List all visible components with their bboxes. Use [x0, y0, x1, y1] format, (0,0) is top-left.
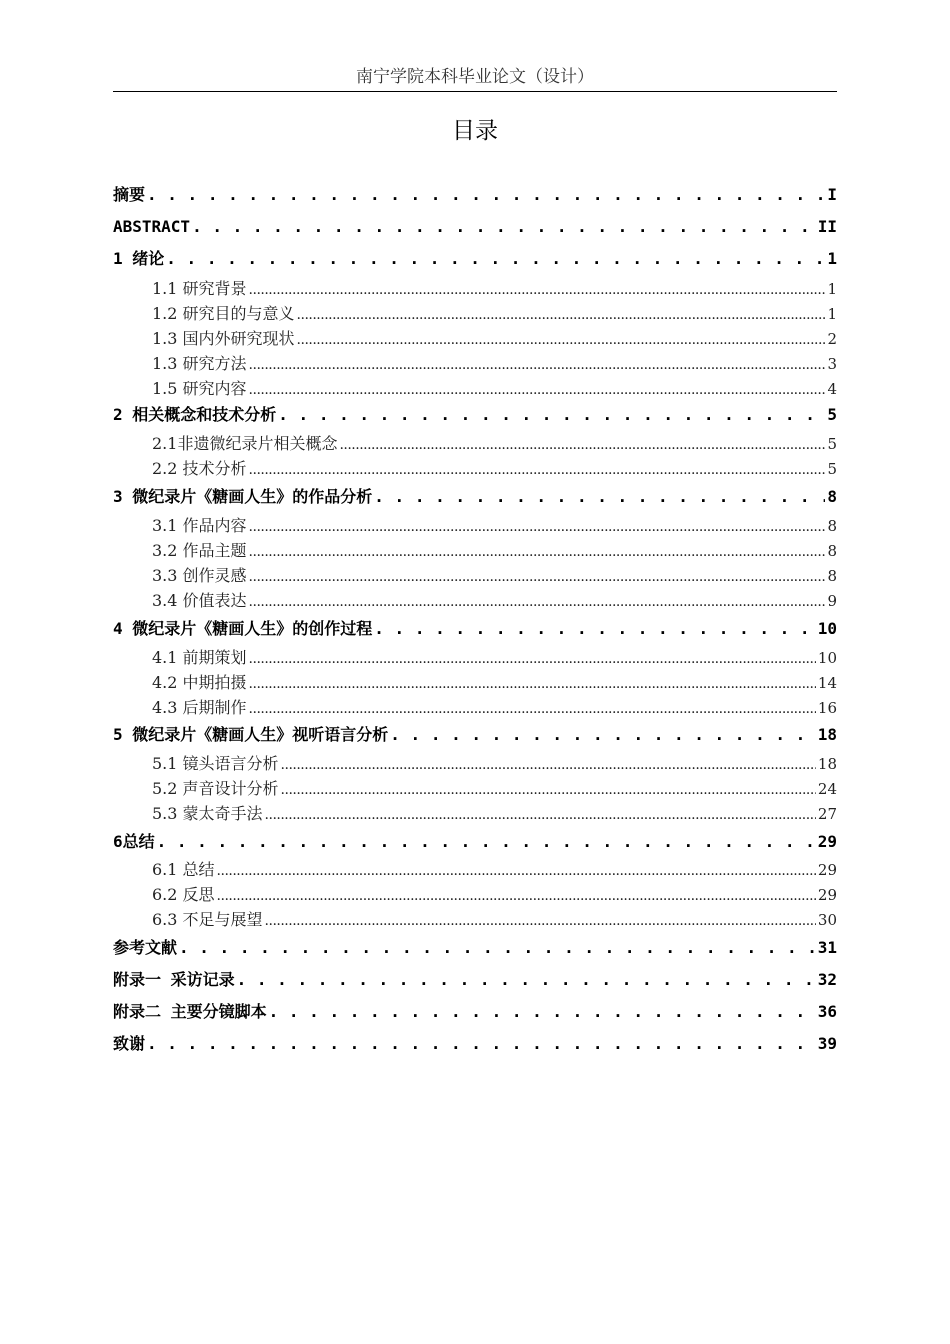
- toc-entry-label: 1.2 研究目的与意义: [152, 304, 295, 323]
- toc-entry-label: 1.5 研究内容: [152, 379, 247, 398]
- dot-leader: [281, 777, 816, 802]
- toc-entry-page-number: 14: [817, 674, 837, 692]
- toc-entry-page-number: 16: [817, 699, 837, 717]
- toc-entry-label: 5.3 蒙太奇手法: [152, 804, 263, 823]
- toc-entry-page-number: 2: [827, 330, 837, 348]
- toc-entry-page-number: II: [817, 217, 837, 236]
- toc-entry[interactable]: [113, 617, 837, 641]
- toc-entry[interactable]: [113, 858, 837, 883]
- dot-leader: [249, 589, 826, 614]
- toc-entry-page-number: 31: [817, 938, 837, 957]
- toc-entry-label: 2.1非遗微纪录片相关概念: [152, 434, 338, 453]
- toc-entry[interactable]: [113, 777, 837, 802]
- dot-leader: [374, 485, 825, 509]
- toc-entry-label: 5 微纪录片《糖画人生》视听语言分析: [113, 725, 389, 744]
- toc-entry-page-number: 5: [827, 460, 837, 478]
- dot-leader: [249, 277, 826, 302]
- toc-entry[interactable]: [113, 377, 837, 402]
- toc-entry-label: 6总结: [113, 832, 155, 851]
- toc-entry-label: 3.4 价值表达: [152, 591, 247, 610]
- dot-leader: [265, 908, 816, 933]
- toc-entry[interactable]: [113, 247, 837, 271]
- dot-leader: [265, 802, 816, 827]
- toc-entry[interactable]: [113, 327, 837, 352]
- dot-leader: [147, 1032, 816, 1056]
- toc-entry-page-number: 29: [817, 861, 837, 879]
- toc-entry[interactable]: [113, 215, 837, 239]
- toc-entry-label: 6.2 反思: [152, 885, 215, 904]
- toc-entry-page-number: I: [827, 185, 837, 204]
- toc-entry[interactable]: [113, 908, 837, 933]
- dot-leader: [374, 617, 815, 641]
- toc-entry[interactable]: [113, 302, 837, 327]
- toc-entry-page-number: 5: [827, 435, 837, 453]
- dot-leader: [249, 671, 816, 696]
- toc-entry[interactable]: [113, 183, 837, 207]
- toc-entry-page-number: 3: [827, 355, 837, 373]
- toc-entry-label: 4 微纪录片《糖画人生》的创作过程: [113, 619, 373, 638]
- toc-entry[interactable]: [113, 403, 837, 427]
- dot-leader: [297, 327, 826, 352]
- toc-entry-label: 3 微纪录片《糖画人生》的作品分析: [113, 487, 373, 506]
- toc-entry-page-number: 29: [817, 832, 837, 851]
- toc-entry[interactable]: [113, 646, 837, 671]
- dot-leader: [390, 723, 815, 747]
- toc-entry-label: 1.3 国内外研究现状: [152, 329, 295, 348]
- dot-leader: [157, 830, 816, 854]
- toc-entry[interactable]: [113, 802, 837, 827]
- dot-leader: [249, 457, 826, 482]
- toc-entry-label: ABSTRACT: [113, 217, 191, 236]
- toc-entry[interactable]: [113, 696, 837, 721]
- toc-entry-label: 致谢: [113, 1034, 146, 1053]
- toc-entry-page-number: 5: [827, 405, 837, 424]
- toc-entry[interactable]: [113, 352, 837, 377]
- toc-entry[interactable]: [113, 589, 837, 614]
- toc-entry[interactable]: [113, 752, 837, 777]
- dot-leader: [339, 432, 825, 457]
- toc-entry[interactable]: [113, 883, 837, 908]
- toc-entry-label: 1 绪论: [113, 249, 165, 268]
- dot-leader: [269, 1000, 816, 1024]
- toc-entry[interactable]: [113, 277, 837, 302]
- dot-leader: [249, 514, 826, 539]
- dot-leader: [166, 247, 825, 271]
- dot-leader: [237, 968, 816, 992]
- toc-entry-label: 附录一 采访记录: [113, 970, 235, 989]
- toc-entry-label: 3.2 作品主题: [152, 541, 247, 560]
- toc-entry[interactable]: [113, 1032, 837, 1056]
- toc-entry-label: 4.3 后期制作: [152, 698, 247, 717]
- toc-entry-label: 2.2 技术分析: [152, 459, 247, 478]
- toc-entry-label: 附录二 主要分镜脚本: [113, 1002, 267, 1021]
- dot-leader: [249, 377, 826, 402]
- dot-leader: [249, 696, 816, 721]
- toc-entry-page-number: 30: [817, 911, 837, 929]
- dot-leader: [278, 403, 825, 427]
- running-header: 南宁学院本科毕业论文（设计）: [356, 67, 594, 87]
- toc-entry-page-number: 10: [817, 649, 837, 667]
- toc-entry[interactable]: [113, 564, 837, 589]
- toc-entry-page-number: 29: [817, 886, 837, 904]
- toc-entry[interactable]: [113, 968, 837, 992]
- toc-entry[interactable]: [113, 671, 837, 696]
- toc-entry-page-number: 32: [817, 970, 837, 989]
- toc-entry-page-number: 8: [827, 567, 837, 585]
- toc-entry[interactable]: [113, 830, 837, 854]
- toc-entry-page-number: 1: [827, 249, 837, 268]
- dot-leader: [217, 883, 816, 908]
- toc-entry[interactable]: [113, 1000, 837, 1024]
- toc-entry-label: 6.1 总结: [152, 860, 215, 879]
- toc-entry[interactable]: [113, 457, 837, 482]
- toc-entry-label: 参考文献: [113, 938, 178, 957]
- toc-entry-page-number: 9: [827, 592, 837, 610]
- toc-entry-page-number: 24: [817, 780, 837, 798]
- dot-leader: [192, 215, 816, 239]
- toc-entry-page-number: 8: [827, 487, 837, 506]
- toc-entry-page-number: 4: [827, 380, 837, 398]
- toc-entry-label: 3.3 创作灵感: [152, 566, 247, 585]
- toc-entry-label: 3.1 作品内容: [152, 516, 247, 535]
- toc-entry[interactable]: [113, 514, 837, 539]
- toc-entry[interactable]: [113, 723, 837, 747]
- toc-entry-page-number: 1: [827, 280, 837, 298]
- toc-entry[interactable]: [113, 432, 837, 457]
- toc-entry-page-number: 10: [817, 619, 837, 638]
- toc-entry[interactable]: [113, 485, 837, 509]
- toc-entry-label: 1.3 研究方法: [152, 354, 247, 373]
- toc-entry[interactable]: [113, 539, 837, 564]
- dot-leader: [179, 936, 816, 960]
- dot-leader: [249, 646, 816, 671]
- toc-entry-label: 4.1 前期策划: [152, 648, 247, 667]
- toc-entry-page-number: 8: [827, 517, 837, 535]
- dot-leader: [147, 183, 825, 207]
- header-rule: [113, 91, 837, 92]
- toc-entry-label: 6.3 不足与展望: [152, 910, 263, 929]
- toc-entry-page-number: 1: [827, 305, 837, 323]
- toc-entry[interactable]: [113, 936, 837, 960]
- toc-entry-label: 5.1 镜头语言分析: [152, 754, 279, 773]
- toc-entry-page-number: 39: [817, 1034, 837, 1053]
- toc-entry-page-number: 18: [817, 755, 837, 773]
- dot-leader: [217, 858, 816, 883]
- dot-leader: [297, 302, 826, 327]
- toc-entry-label: 1.1 研究背景: [152, 279, 247, 298]
- dot-leader: [249, 564, 826, 589]
- dot-leader: [281, 752, 816, 777]
- toc-entry-page-number: 36: [817, 1002, 837, 1021]
- dot-leader: [249, 539, 826, 564]
- toc-entry-label: 5.2 声音设计分析: [152, 779, 279, 798]
- dot-leader: [249, 352, 826, 377]
- page-title: 目录: [452, 118, 498, 144]
- toc-entry-label: 4.2 中期拍摄: [152, 673, 247, 692]
- toc-entry-page-number: 8: [827, 542, 837, 560]
- toc-entry-page-number: 18: [817, 725, 837, 744]
- toc-entry-page-number: 27: [817, 805, 837, 823]
- toc-entry-label: 摘要: [113, 185, 146, 204]
- toc-entry-label: 2 相关概念和技术分析: [113, 405, 277, 424]
